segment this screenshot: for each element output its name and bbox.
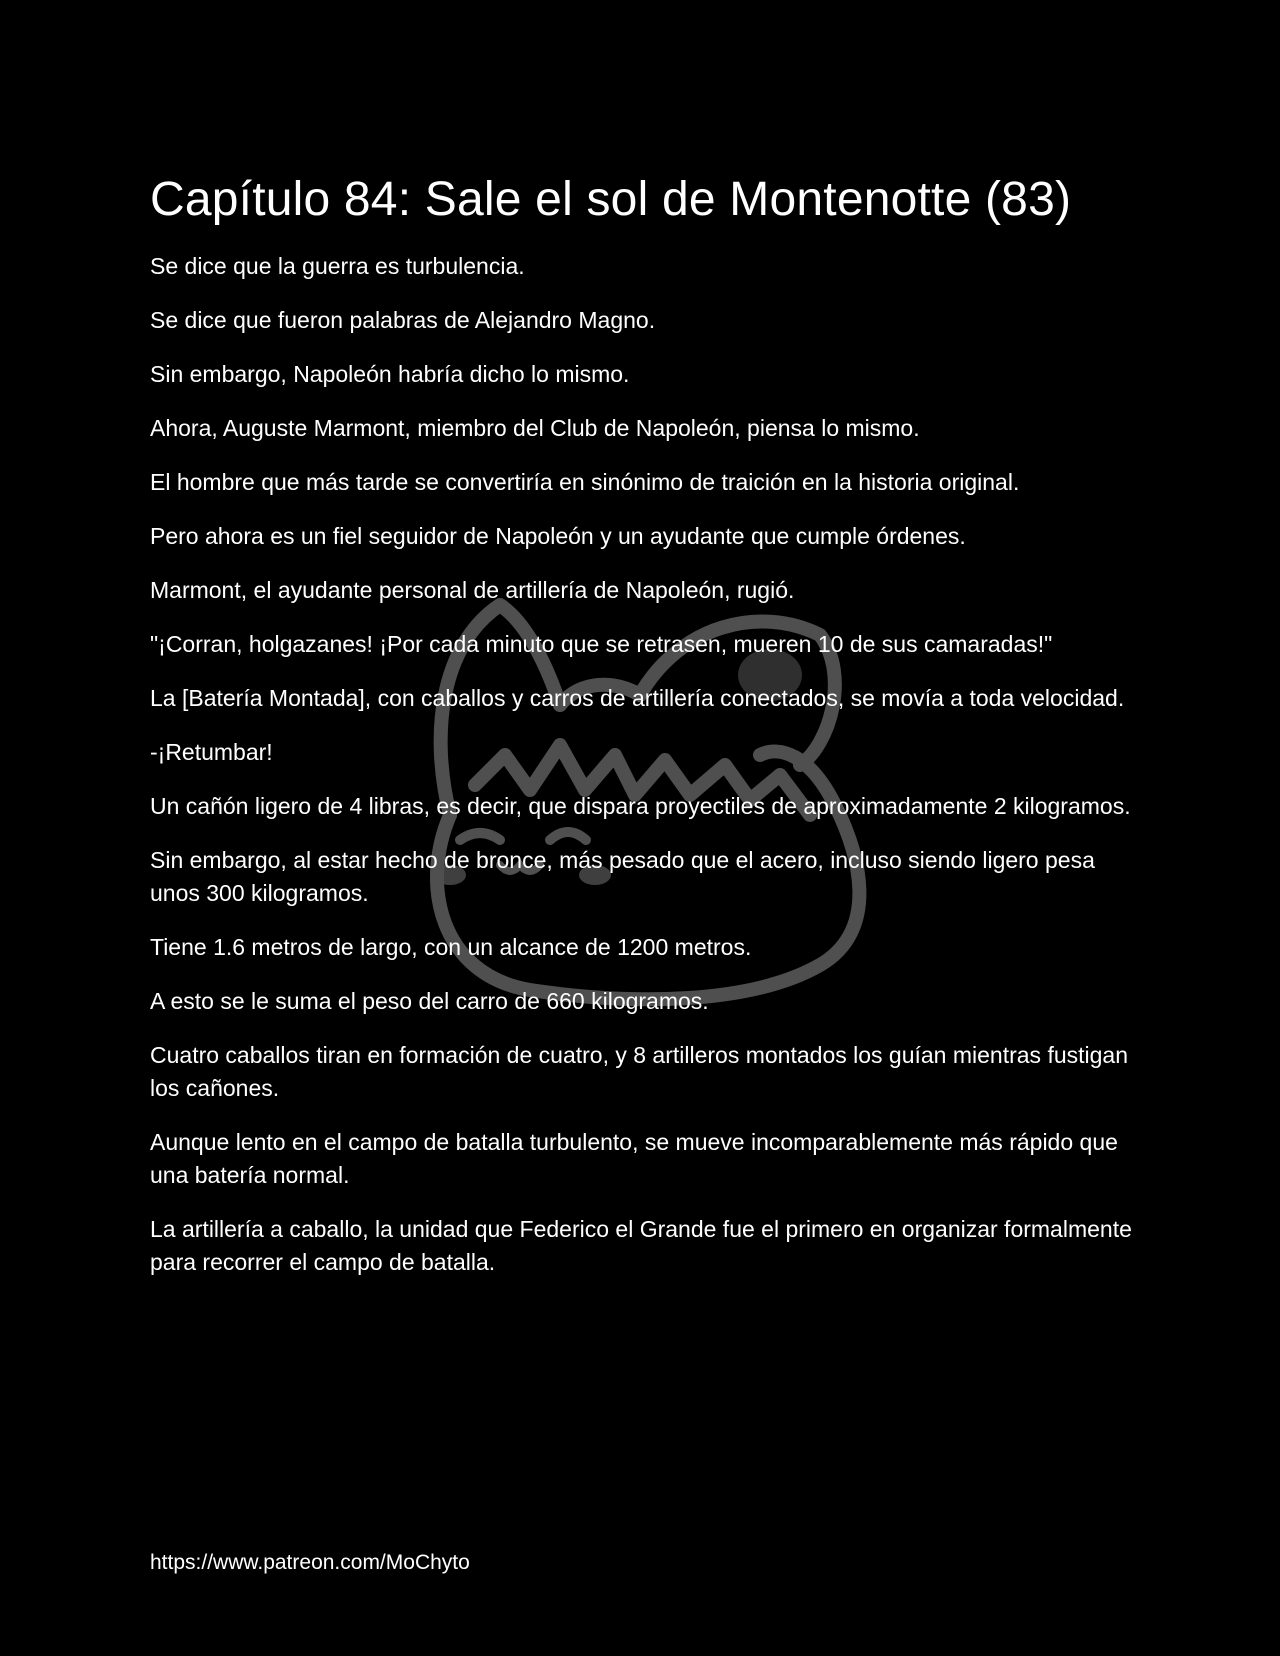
- paragraph: Un cañón ligero de 4 libras, es decir, que dispara proyectiles de aproximadamente 2 kilogramos.: [150, 793, 1131, 819]
- paragraph: Se dice que fueron palabras de Alejandro Magno.: [150, 307, 656, 333]
- dialogue-paragraph: "¡Corran, holgazanes! ¡Por cada minuto que se retrasen, mueren 10 de sus camaradas!": [150, 631, 1053, 657]
- paragraph: Se dice que la guerra es turbulencia.: [150, 253, 525, 279]
- chapter-content: [150, 168, 1140, 1300]
- paragraph: Tiene 1.6 metros de largo, con un alcance de 1200 metros.: [150, 934, 752, 960]
- paragraph: Marmont, el ayudante personal de artillería de Napoleón, rugió.: [150, 577, 795, 603]
- paragraph: Pero ahora es un fiel seguidor de Napoleón y un ayudante que cumple órdenes.: [150, 523, 966, 549]
- paragraph: Sin embargo, al estar hecho de bronce, más pesado que el acero, incluso siendo ligero pesa unos 300 kilogramos.: [150, 847, 1095, 906]
- sound-effect-paragraph: -¡Retumbar!: [150, 739, 273, 765]
- paragraph: La artillería a caballo, la unidad que Federico el Grande fue el primero en organizar formalmente para recorrer el campo de batalla.: [150, 1216, 1132, 1275]
- paragraph: Cuatro caballos tiran en formación de cuatro, y 8 artilleros montados los guían mientras fustigan los cañones.: [150, 1042, 1129, 1101]
- paragraph: A esto se le suma el peso del carro de 660 kilogramos.: [150, 988, 709, 1014]
- paragraph: Sin embargo, Napoleón habría dicho lo mismo.: [150, 361, 630, 387]
- patreon-link[interactable]: https://www.patreon.com/MoChyto: [150, 1551, 470, 1574]
- chapter-title: Capítulo 84: Sale el sol de Montenotte (83): [150, 173, 1072, 226]
- paragraph: Aunque lento en el campo de batalla turbulento, se mueve incomparablemente más rápido que una batería normal.: [150, 1129, 1118, 1188]
- paragraph: Ahora, Auguste Marmont, miembro del Club de Napoleón, piensa lo mismo.: [150, 415, 920, 441]
- paragraph: El hombre que más tarde se convertiría en sinónimo de traición en la historia original.: [150, 469, 1020, 495]
- paragraph: La [Batería Montada], con caballos y carros de artillería conectados, se movía a toda velocidad.: [150, 685, 1125, 711]
